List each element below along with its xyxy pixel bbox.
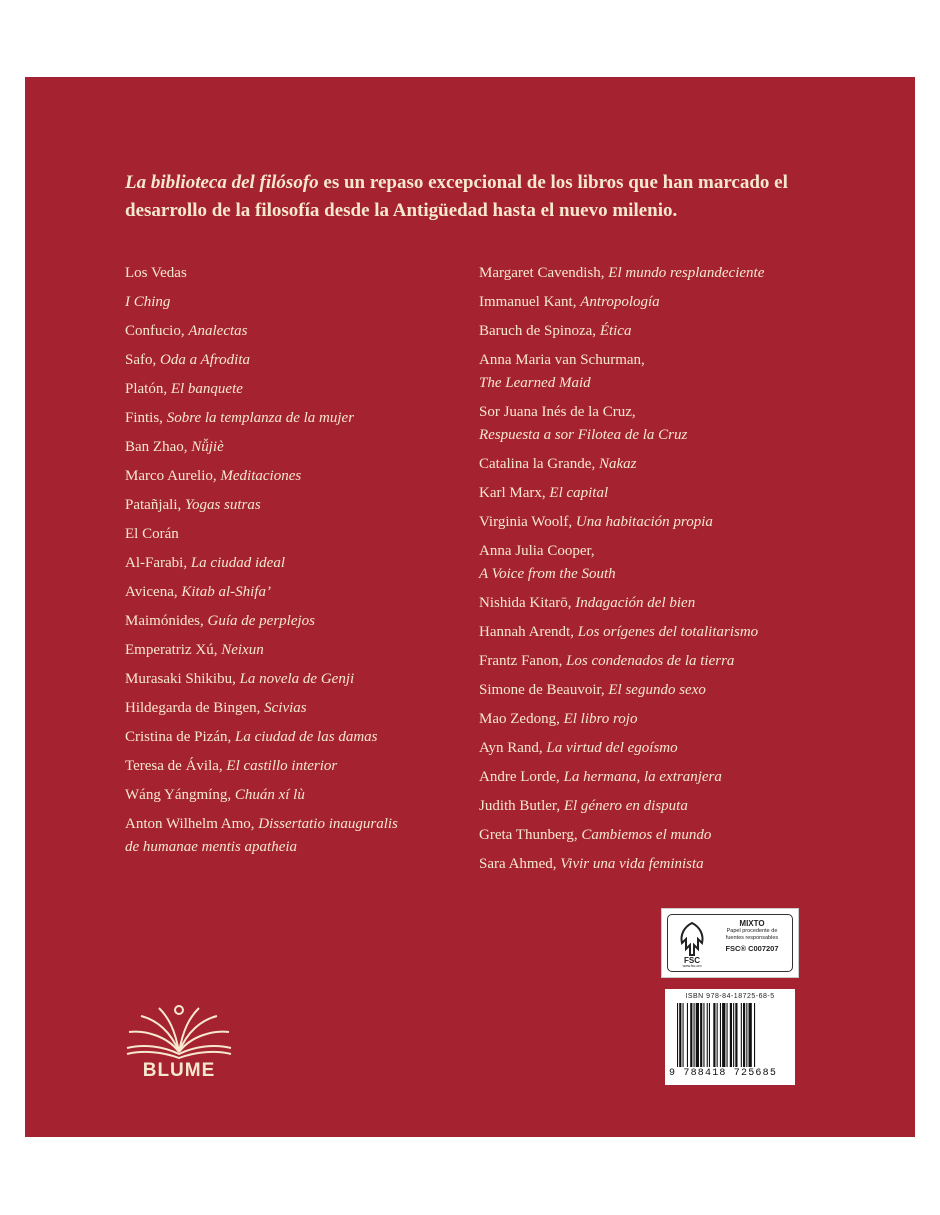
book-author: Murasaki Shikibu, <box>125 671 240 687</box>
barcode-bar <box>735 1003 737 1067</box>
book-author: Fintis, <box>125 410 167 426</box>
book-title: Neixun <box>221 642 264 658</box>
fsc-code: FSC® C007207 <box>725 944 779 953</box>
book-title: Antropología <box>580 294 660 310</box>
book-entry <box>479 398 859 450</box>
book-entry <box>125 694 465 723</box>
book-entry <box>125 462 465 491</box>
book-entry <box>125 723 465 752</box>
book-entry <box>125 491 465 520</box>
book-entry <box>479 676 859 705</box>
intro-title: La biblioteca del filósofo <box>125 172 319 193</box>
barcode-bar <box>727 1003 728 1067</box>
book-title: El género en disputa <box>563 798 688 814</box>
book-title: Dissertatio inauguralis <box>258 816 398 832</box>
barcode-bar <box>722 1003 725 1067</box>
isbn-barcode <box>665 989 795 1085</box>
barcode-bar <box>683 1003 684 1067</box>
book-title: Analectas <box>188 323 248 339</box>
barcode-bar <box>741 1003 742 1067</box>
book-title-line2: de humanae mentis apatheia <box>125 839 298 855</box>
fsc-logo-text: FSC <box>684 956 700 965</box>
book-entry <box>125 781 465 810</box>
book-author: Sara Ahmed, <box>479 856 561 872</box>
fsc-tree-icon <box>674 919 710 967</box>
book-entry <box>479 618 859 647</box>
book-author: Simone de Beauvoir, <box>479 682 609 698</box>
book-author: Judith Butler, <box>479 798 564 814</box>
book-title: Ética <box>599 323 632 339</box>
book-author: Anna Julia Cooper, <box>479 543 595 559</box>
book-author: Virginia Woolf, <box>479 514 576 530</box>
back-cover <box>25 77 915 1137</box>
intro-paragraph <box>125 169 825 225</box>
book-author: Frantz Fanon, <box>479 653 567 669</box>
book-entry <box>479 763 859 792</box>
barcode-bar <box>749 1003 752 1067</box>
book-entry <box>125 636 465 665</box>
book-title-line2: The Learned Maid <box>479 375 591 391</box>
fsc-text-block <box>714 919 790 953</box>
book-title: I Ching <box>125 294 171 310</box>
book-author: Cristina de Pizán, <box>125 729 235 745</box>
book-title: Cambiemos el mundo <box>581 827 712 843</box>
book-entry <box>479 317 859 346</box>
book-title: Yogas sutras <box>185 497 261 513</box>
fsc-line1: Papel procedente de <box>726 928 778 934</box>
barcode-bar <box>746 1003 747 1067</box>
book-author: Hildegarda de Bingen, <box>125 700 265 716</box>
book-title: Los orígenes del totalitarismo <box>577 624 759 640</box>
book-title: La hermana, la extranjera <box>563 769 722 785</box>
barcode-bar <box>733 1003 734 1067</box>
book-title: El castillo interior <box>226 758 338 774</box>
book-title: El segundo sexo <box>608 682 706 698</box>
barcode-bar <box>720 1003 721 1067</box>
book-title: Scivias <box>264 700 307 716</box>
book-title: Guía de perplejos <box>207 613 315 629</box>
book-title: El capital <box>549 485 609 501</box>
book-entry <box>125 752 465 781</box>
book-entry <box>125 578 465 607</box>
publisher-name: BLUME <box>142 1060 216 1081</box>
book-author: Al-Farabi, <box>125 555 191 571</box>
book-entry <box>479 792 859 821</box>
book-entry <box>125 317 465 346</box>
book-title: El libro rojo <box>563 711 638 727</box>
isbn-text: ISBN 978-84-18725-68-5 <box>685 993 775 1000</box>
book-entry <box>125 549 465 578</box>
book-author: Nishida Kitarō, <box>479 595 576 611</box>
book-author: Mao Zedong, <box>479 711 564 727</box>
book-entry <box>479 537 859 589</box>
book-title: Indagación del bien <box>575 595 696 611</box>
book-title: Sobre la templanza de la mujer <box>166 410 355 426</box>
barcode-bar <box>709 1003 710 1067</box>
fsc-mixto: MIXTO <box>739 919 765 928</box>
book-author: Immanuel Kant, <box>479 294 581 310</box>
book-author: Anton Wilhelm Amo, <box>125 816 259 832</box>
book-author: Los Vedas <box>125 265 187 281</box>
book-entry <box>479 589 859 618</box>
book-entry <box>479 259 859 288</box>
book-list-right <box>479 259 859 879</box>
book-author: Ayn Rand, <box>479 740 547 756</box>
book-author: Sor Juana Inés de la Cruz, <box>479 404 636 420</box>
book-title: La novela de Genji <box>239 671 355 687</box>
book-author: Ban Zhao, <box>125 439 192 455</box>
book-author: Avicena, <box>125 584 182 600</box>
book-author: Platón, <box>125 381 171 397</box>
barcode-bar <box>690 1003 692 1067</box>
book-title-line2: Respuesta a sor Filotea de la Cruz <box>479 427 688 443</box>
barcode-bar <box>694 1003 695 1067</box>
book-entry <box>479 647 859 676</box>
book-entry <box>479 346 859 398</box>
book-entry <box>479 850 859 879</box>
book-author: Hannah Arendt, <box>479 624 578 640</box>
book-entry <box>125 375 465 404</box>
intro-text: es un repaso excepcional de los libros que han marcado el desarrollo de la filosofía desde la Antigüedad hasta el nuevo milenio. <box>125 172 788 221</box>
book-author: Confucio, <box>125 323 189 339</box>
book-author: Margaret Cavendish, <box>479 265 609 281</box>
book-title: Meditaciones <box>220 468 302 484</box>
book-title: Kitab al-Shifa’ <box>181 584 271 600</box>
book-entry <box>479 288 859 317</box>
book-title: El mundo resplandeciente <box>608 265 765 281</box>
book-entry <box>125 346 465 375</box>
barcode-bar <box>703 1003 704 1067</box>
blume-logo <box>123 1002 235 1087</box>
book-entry <box>125 520 465 549</box>
book-title: La ciudad de las damas <box>234 729 378 745</box>
barcode-bar <box>687 1003 688 1067</box>
book-entry <box>125 288 465 317</box>
book-entry <box>479 479 859 508</box>
book-title: Nakaz <box>598 456 637 472</box>
fsc-box <box>667 914 793 972</box>
book-title: Vivir una vida feminista <box>560 856 704 872</box>
book-title: Chuán xí lù <box>234 787 305 803</box>
book-title: La ciudad ideal <box>190 555 285 571</box>
book-author: Emperatriz Xú, <box>125 642 222 658</box>
barcode-bar <box>713 1003 715 1067</box>
fsc-line2: fuentes responsables <box>725 935 779 941</box>
open-book-icon <box>123 1002 235 1060</box>
book-author: Greta Thunberg, <box>479 827 582 843</box>
book-title: Nǚjiè <box>191 439 224 455</box>
book-author: Andre Lorde, <box>479 769 564 785</box>
book-entry <box>479 508 859 537</box>
book-title: Oda a Afrodita <box>160 352 251 368</box>
book-entry <box>125 404 465 433</box>
book-entry <box>125 433 465 462</box>
fsc-logo-url: www.fsc.org <box>682 964 702 967</box>
book-entry <box>125 259 465 288</box>
book-title: Los condenados de la tierra <box>566 653 735 669</box>
book-author: Patañjali, <box>125 497 185 513</box>
book-title: Una habitación propia <box>575 514 713 530</box>
book-entry <box>125 665 465 694</box>
book-list-left <box>125 259 465 862</box>
book-author: Safo, <box>125 352 160 368</box>
book-author: El Corán <box>125 526 179 542</box>
book-author: Karl Marx, <box>479 485 550 501</box>
book-entry <box>479 821 859 850</box>
barcode-bar <box>677 1003 678 1067</box>
book-author: Teresa de Ávila, <box>125 758 227 774</box>
book-entry <box>125 607 465 636</box>
book-entry <box>479 705 859 734</box>
book-entry <box>479 734 859 763</box>
book-title: La virtud del egoísmo <box>546 740 678 756</box>
barcode-bar <box>743 1003 745 1067</box>
barcode-bar <box>730 1003 732 1067</box>
fsc-label <box>661 908 799 978</box>
barcode-bar <box>679 1003 681 1067</box>
book-author: Catalina la Grande, <box>479 456 599 472</box>
barcode-bar <box>754 1003 755 1067</box>
book-author: Marco Aurelio, <box>125 468 221 484</box>
barcode-digits: 9 788418 725685 <box>669 1068 778 1079</box>
book-title: El banquete <box>170 381 243 397</box>
barcode-bar <box>717 1003 718 1067</box>
book-author: Maimónides, <box>125 613 208 629</box>
barcode-bar <box>696 1003 699 1067</box>
book-entry <box>125 810 465 862</box>
barcode-bar <box>707 1003 708 1067</box>
book-author: Baruch de Spinoza, <box>479 323 600 339</box>
barcode-bar <box>700 1003 702 1067</box>
book-author: Anna Maria van Schurman, <box>479 352 645 368</box>
barcode-bars <box>677 1003 785 1067</box>
book-title-line2: A Voice from the South <box>479 566 616 582</box>
book-author: Wáng Yángmíng, <box>125 787 235 803</box>
book-entry <box>479 450 859 479</box>
